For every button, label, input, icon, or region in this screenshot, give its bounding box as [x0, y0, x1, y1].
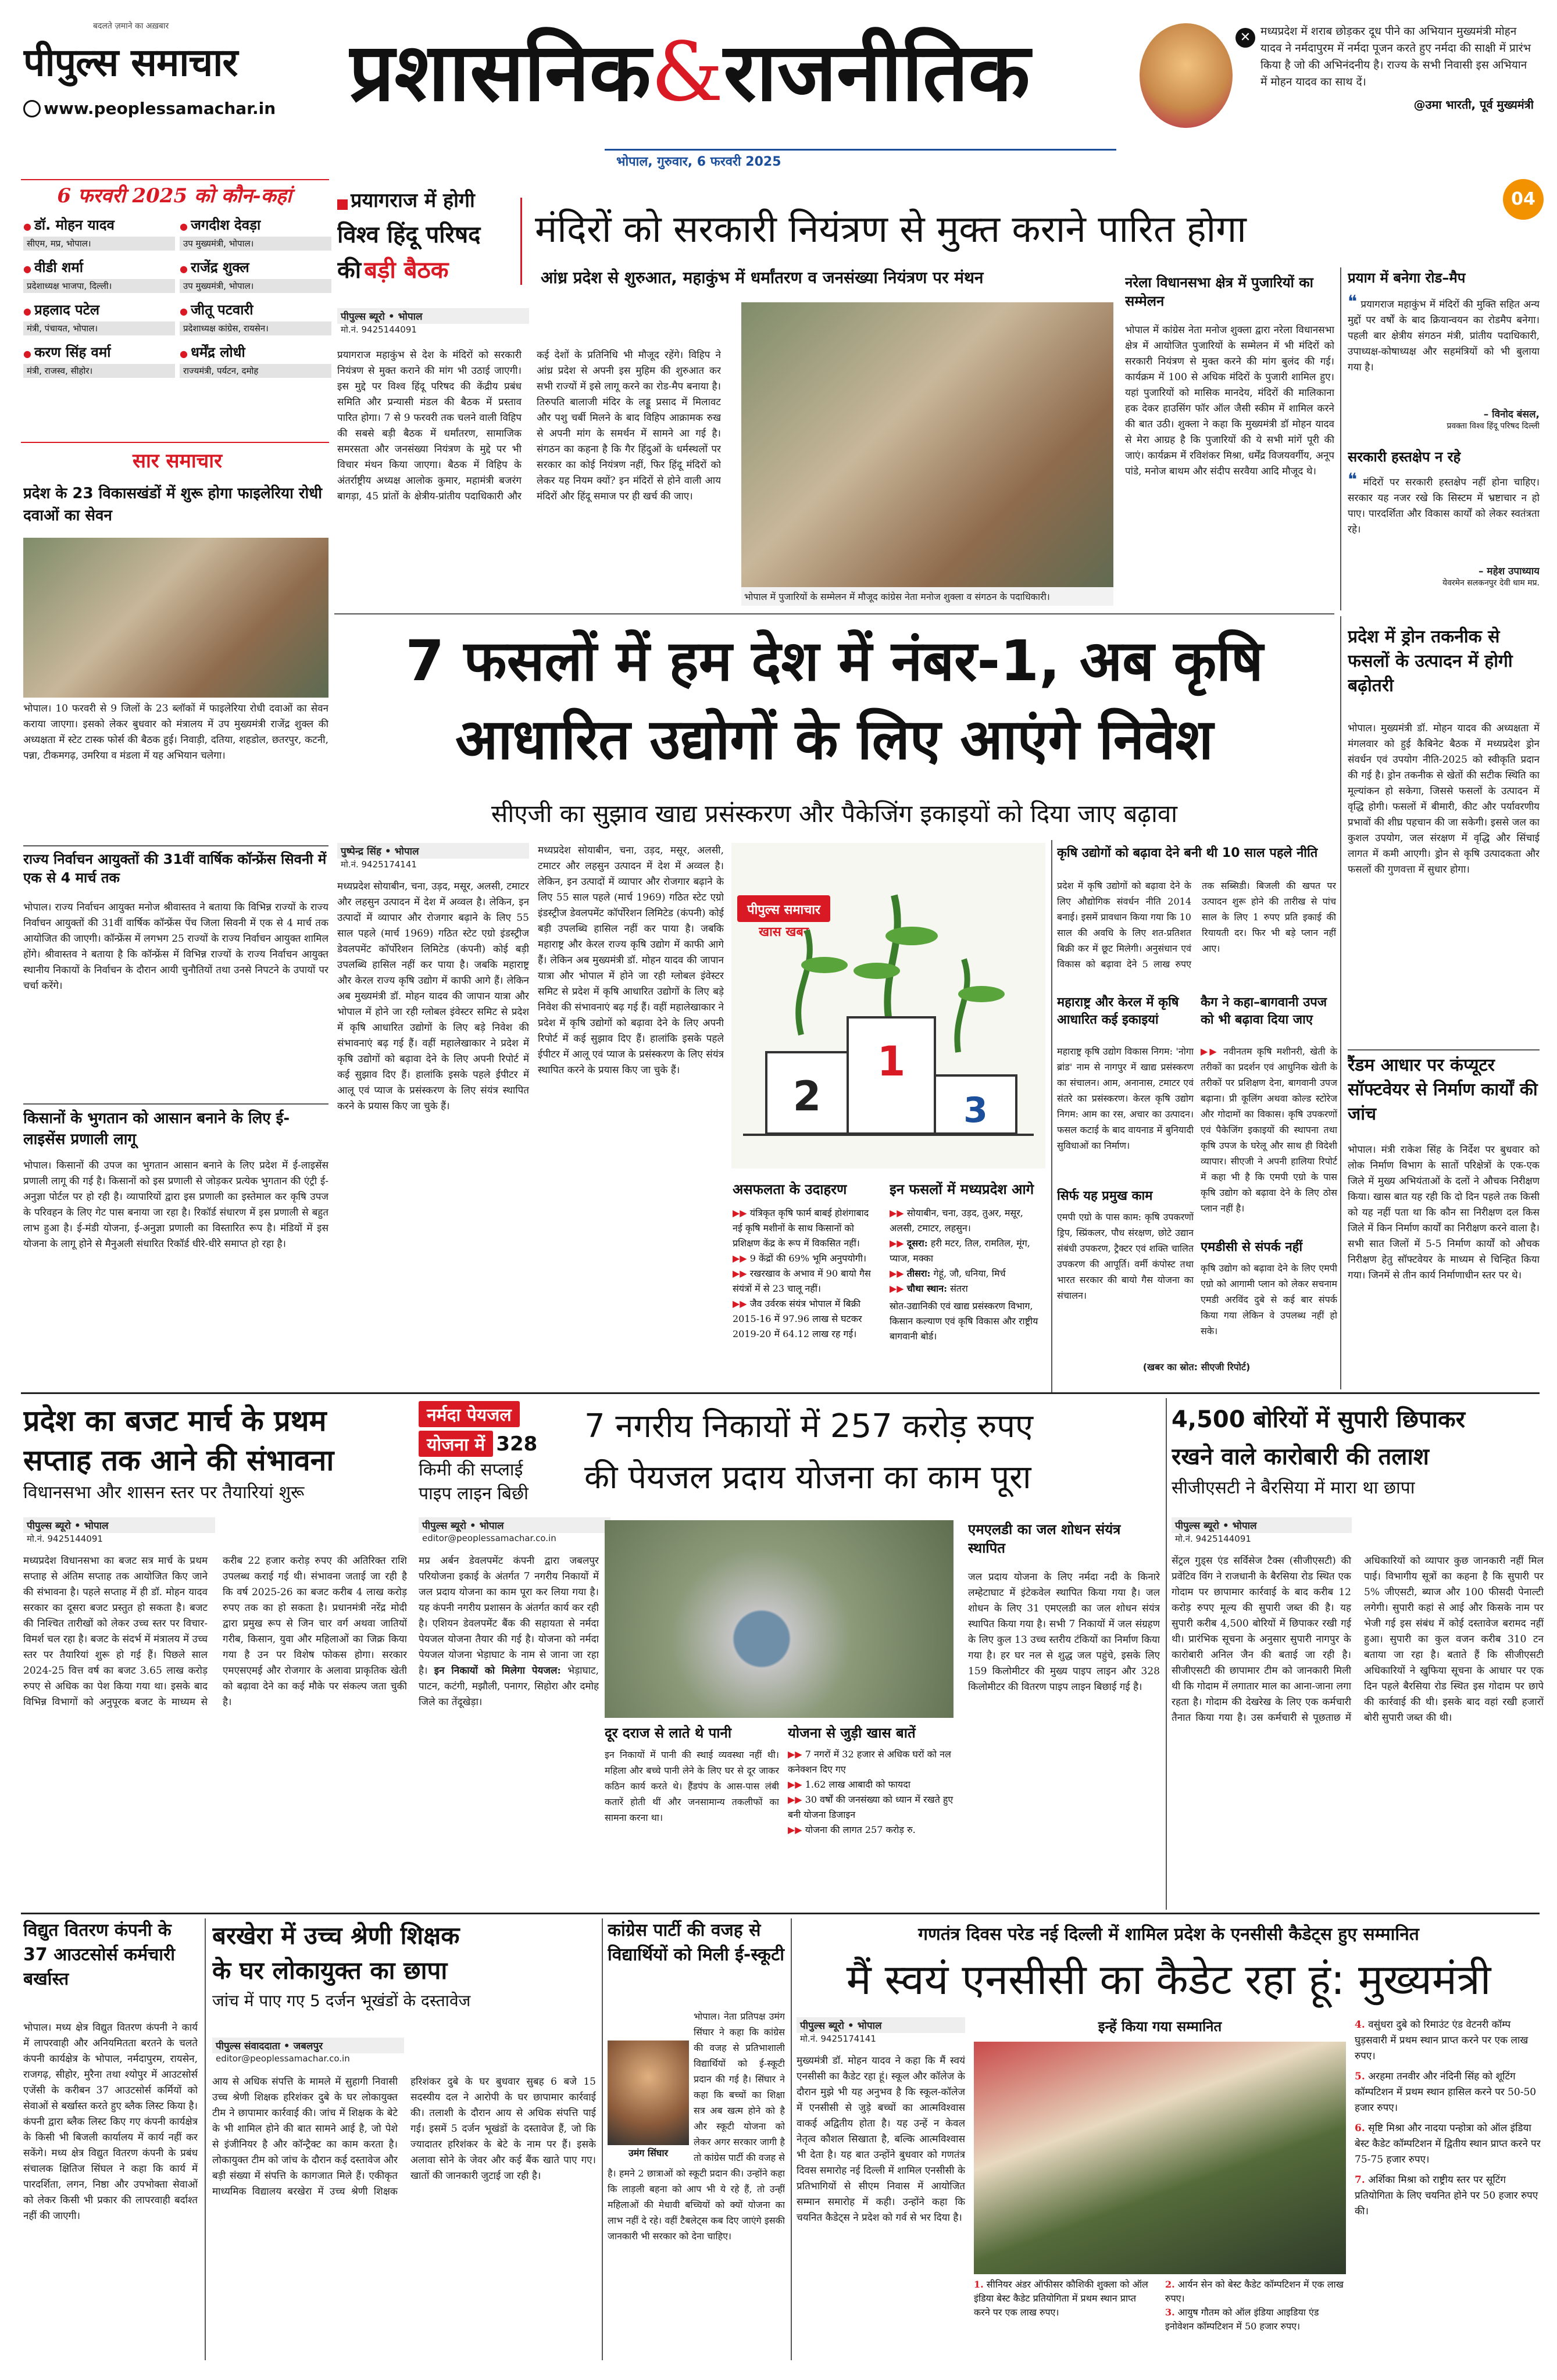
list-item: ▶▶ रखरखाव के अभाव में 90 बायो गैस संयंत्रों में से 23 चालू नहीं।: [733, 1268, 871, 1294]
list-item: ▶▶ 9 केंद्रों की 69% भूमि अनुपयोगी।: [733, 1253, 867, 1264]
photo-caption: भोपाल में पुजारियों के सम्मेलन में मौजूद कांग्रेस नेता मनोज शुक्ला व संगठन के पदाधिकारी।: [741, 587, 1113, 606]
ncc-body: मुख्यमंत्री डॉ. मोहन यादव ने कहा कि मैं स्वयं एनसीसी का कैडेट रहा हूं। स्कूल और कॉलेज के दौरान मुझे भी यह अनुभव है कि स्कूल-कॉलेज में एनसीसी से जुड़े बच्चों का आत्मविश्वास वाकई अद्वितीय होता है। यह उन्हें न केवल नेतृत्व कौशल सिखाता है, बल्कि आत्मविश्वास भी देता है। यह बात उन्होंने बुधवार को गणतंत्र दिवस समारोह नई दिल्ली में शामिल एनसीसी के प्रतिभागियों से सीएम निवास में आयोजित सम्मान समारोह में कही। उन्होंने कहा कि चयनित कैडेट्स ने प्रदेश को गर्व से भर दिया है।: [797, 2055, 965, 2224]
crops-list: ▶▶ सोयाबीन, चना, उड़द, तुअर, मसूर, अलसी, टमाटर, लहसुन। ▶▶ दूसरा: हरी मटर, तिल, रामतिल, मूंग, प्याज, मक्का ▶▶ तीसरा: गेहूं, जौ, धनिया, मिर्च ▶▶ चौथा स्थान: संतरा स्रोत-उद्यानिकी एवं खाद्य प्रसंस्करण विभाग, किसान कल्याण एवं कृषि विकास और राष्ट्रीय बागवानी बोर्ड।: [890, 1206, 1047, 1392]
congress-body: भोपाल। नेता प्रतिपक्ष उमंग सिंघार ने कहा कि कांग्रेस की वजह से प्रतिभाशाली विद्यार्थियों को ई-स्कूटी प्रदान की गई है। सिंघार ने कहा कि बच्चों का शिक्षा सत्र अब खत्म होने को है और स्कूटी योजना को लेकर अगर सरकार जागी है तो कांग्रेस पार्टी की वजह से है। हमने 2 छात्राओं को स्कूटी प्रदान की। उन्होंने कहा कि लाड़ली बहना को आप भी ये रहे हैं, तो उन्हीं महिलाओं की मेधावी बच्चियों को क्यों योजना का लाभ नहीं दे रहे। वहीं टैबलेट्स कब दिए जाएंगे इसकी जानकारी भी सरकार को देना चाहिए।: [608, 2011, 785, 2242]
barkhera-body: आय से अधिक संपत्ति के मामले में सुहागी निवासी उच्च श्रेणी शिक्षक हरिशंकर दुबे के घर लोकायुक्त टीम ने छापामार कार्रवाई की। जांच में शिक्षक के बेटे के भी शामिल होने की बात सामने आई है, जो पेशे से इंजीनियर है और कॉन्ट्रैक्ट का काम करता है। लोकायुक्त टीम को जांच के दौरान कई दस्तावेज और बड़ी संख्या में संपत्ति के कागजात मिले हैं। एकीकृत माध्यमिक विद्यालय बरखेरा में उच्च श्रेणी शिक्षक हरिशंकर दुबे के घर बुधवार सुबह 6 बजे 15 सदस्यीय दल ने आरोपी के घर छापामार कार्रवाई की। तलाशी के दौरान आय से अधिक संपत्ति पाई गई। इसमें 5 दर्जन भूखंडों के दस्तावेज हैं, जो कि ज्यादातर हरिशंकर के बेटे के नाम पर हैं। इसके अलावा सोने के जेवर और कई बैंक खाते पाए गए। खातों की जानकारी जुटाई जा रही है।: [212, 2076, 596, 2197]
roadmap-quote1: ❝ प्रयागराज महाकुंभ में मंदिरों की मुक्ति सहित अन्य मुद्दों पर वर्षों के बाद क्रियान्वयन का रोडमैप बनेगा। पहली बार क्षेत्रीय संगठन मंत्री, प्रांतीय पदाधिकारी, उपाध्यक्ष-कोषाध्यक्ष और सहमंत्रियों को भी बुलाया गया है।: [1348, 294, 1540, 373]
congress-head: कांग्रेस पार्टी की वजह से विद्यार्थियों को मिली ई-स्कूटी: [608, 1920, 784, 1965]
prayag-headline: प्रयागराज में होगी विश्व हिंदू परिषद की बड़ी बैठक: [337, 189, 481, 284]
list-item: ▶▶ 7 नगरों में 32 हजार से अधिक घरों को नल कनेक्शन दिए गए: [788, 1749, 951, 1775]
cartoon-brand: पीपुल्स समाचार: [747, 903, 820, 917]
yojana-head: योजना से जुड़ी खास बातें: [788, 1725, 916, 1741]
mk-head: महाराष्ट्र और केरल में कृषि आधारित कई इकाइयां: [1057, 995, 1179, 1027]
saar-s3-head: किसानों के भुगतान को आसान बनाने के लिए ई-लाइसेंस प्रणाली लागू: [23, 1110, 290, 1148]
barkhera-headline: बरखेरा में उच्च श्रेणी शिक्षक के घर लोकायुक्त का छापा जांच में पाए गए 5 दर्जन भूखंडों के दस्तावेज: [212, 1921, 471, 2010]
who-item: ● जीतू पटवारी प्रदेशाध्यक्ष कांग्रेस, रायसेन।: [180, 300, 331, 335]
list-item: 3. आयुष गौतम को ऑल इंडिया आइडिया एंड इनोवेशन कॉम्पटिशन में 50 हजार रुपए।: [1165, 2307, 1319, 2332]
budget-byline: पीपुल्स ब्यूरो • भोपाल मो.नं. 9425144091: [23, 1517, 215, 1550]
supari-body: सेंट्रल गुड्स एंड सर्विसेज टैक्स (सीजीएसटी) की प्रवेंटिव विंग ने राजधानी के बैरसिया रोड स्थित एक गोदाम पर छापामार कार्रवाई के बाद करीब 12 करोड़ रुपए मूल्य की सुपारी जब्त की है। यह सुपारी करीब 4,500 बोरियों में छिपाकर रखी गई थी। प्रारंभिक सूचना के अनुसार सुपारी नागपुर के कारोबारी अनिल जैन की बताई जा रही है। सीजीएसटी की छापामार टीम को जानकारी मिली थी कि गोदाम में लगातार माल का आना-जाना लगा रहता है। गोदाम की देखरेख के लिए एक कर्मचारी तैनात किया गया है। उस कर्मचारी से पूछताछ में अधिकारियों को व्यापार कुछ जानकारी नहीं मिल पाई। विभागीय सूत्रों का कहना है कि सुपारी पर 5% जीएसटी, ब्याज और 100 फीसदी पेनाल्टी लगेगी। सुपारी कहां से आई और किसके नाम पर भेजी गई इस संबंध में कोई दस्तावेज बरामद नहीं हुआ। सुपारी का कुल वजन करीब 310 टन बताया जा रहा है। बताते हैं कि सीजीएसटी अधिकारियों ने खुफिया सूचना के आधार पर एक दिन पहले बैरसिया रोड स्थित इस गोदाम पर छापे की कार्रवाई की थी। इसके बाद वहां रखी हजारों बोरी सुपारी जब्त की थी।: [1172, 1555, 1544, 1724]
ncc-list-title: इन्हें किया गया सम्मानित: [1098, 2018, 1222, 2035]
supari-headline: 4,500 बोरियों में सुपारी छिपाकर रखने वाले कारोबारी की तलाश सीजीएसटी ने बैरसिया में मारा था छापा: [1172, 1406, 1466, 1498]
filaria-meeting-photo: [23, 538, 328, 698]
list-item: ▶▶ 1.62 लाख आबादी को फायदा: [788, 1779, 910, 1790]
drone-head: प्रदेश में ड्रोन तकनीक से फसलों के उत्पादन में होगी बढ़ोतरी: [1348, 627, 1513, 696]
fail-list: [733, 1206, 881, 1392]
sirf-body: एमपी एग्रो के पास काम: कृषि उपकरणों ड्रिप, स्प्रिंकलर, पौध संरक्षण, छोटे उद्यान संबंधी उपकरण, ट्रैक्टर एवं शक्ति चालित उपकरण की आपूर्ति। वर्मी कंपोस्ट तथा भारत सरकार की बायो गैस योजना का संचालन।: [1057, 1212, 1194, 1301]
who-item: ● प्रहलाद पटेल मंत्री, पंचायत, भोपाल।: [23, 300, 175, 335]
roadmap-quote1-by: – विनोद बंसल, प्रवक्ता विश्व हिंदू परिषद दिल्ली: [1447, 409, 1540, 431]
dur-head: दूर दराज से लाते थे पानी: [605, 1725, 732, 1741]
section-masthead: प्रशासनिक&राजनीतिक: [349, 25, 1030, 120]
narmada-byline: पीपुल्स ब्यूरो • भोपाल editor@peoplessamachar.co.in: [419, 1517, 610, 1550]
water-plant-photo: [605, 1520, 954, 1718]
narmada-tag: नर्मदा पेयजल योजना में 328 किमी की सप्लाई पाइप लाइन बिछी: [419, 1401, 593, 1517]
yojana-list: [788, 1747, 962, 1910]
ncc-list-a: [974, 2278, 1346, 2359]
list-item: 2. आर्यन सेन को बेस्ट कैडेट कॉम्पटिशन में एक लाख रुपए।: [1165, 2279, 1344, 2304]
niti-body: प्रदेश में कृषि उद्योगों को बढ़ावा देने के लिए औद्योगिक संवर्धन नीति 2014 बनाई। इसमें प्रावधान किया गया कि 10 साल की अवधि के लिए शत-प्रतिशत बिक्री कर में छूट मिलेगी। अनुसंधान एवं विकास को बढ़ावा देने 5 लाख रुपए तक सब्सिडी। बिजली की खपत पर उत्पादन शुरू होने की तारीख से पांच साल के लिए 1 रुपए प्रति इकाई की रियायती दर। फिर भी बड़े प्लान नहीं आए।: [1057, 880, 1336, 970]
ncc-kicker: गणतंत्र दिवस परेड नई दिल्ली में शामिल प्रदेश के एनसीसी कैडेट्स हुए सम्मानित: [918, 1924, 1419, 1945]
cartoon-tag: खास खबर: [759, 925, 809, 939]
list-item: ▶▶ यंत्रिकृत कृषि फार्म बाबई होशंगाबाद नई कृषि मशीनों के साथ किसानों को प्रशिक्षण केंद्र के रूप में विकसित नहीं।: [733, 1207, 869, 1249]
krishi-byline: पुष्पेन्द्र सिंह • भोपाल मो.नं. 9425174141: [337, 843, 529, 875]
niti-head: कृषि उद्योगों को बढ़ावा देने बनी थी 10 साल पहले नीति: [1057, 844, 1336, 873]
list-item: 5. अरहमा तनवीर और नंदिनी सिंह को शूटिंग कॉम्पटिशन में प्रथम स्थान हासिल करने पर 50-50 हजार रुपए।: [1355, 2071, 1537, 2114]
saar-s2-head: राज्य निर्वाचन आयुक्तों की 31वीं वार्षिक कॉन्फ्रेंस सिवनी में एक से 4 मार्च तक: [23, 851, 327, 886]
ncc-list-b: [1355, 2017, 1541, 2360]
ncc-headline: मैं स्वयं एनसीसी का कैडेट रहा हूं: मुख्यमंत्री: [846, 1955, 1491, 2004]
vidyut-body: भोपाल। मध्य क्षेत्र विद्युत वितरण कंपनी ने कार्य में लापरवाही और अनियमितता बरतने के चलते कंपनी कार्यक्षेत्र के भोपाल, नर्मदापुरम, रायसेन, राजगढ़, सीहोर, मुरैना तथा श्योपुर में आउटसोर्स एजेंसी के करीबन 37 आउटसोर्स कर्मियों को सेवाओं से बर्खास्त करते हुए ब्लैक लिस्ट किया है। कंपनी द्वारा ब्लैक लिस्ट किए गए कंपनी कार्यक्षेत्र के किसी भी बिजली कार्यालय में कार्य नहीं कर सकेंगे। मध्य क्षेत्र विद्युत वितरण कंपनी के प्रबंध संचालक क्षितिज सिंघल ने कहा कि कार्य में पारदर्शिता, लगन, निष्ठा और उपभोक्ता सेवाओं को लेकर किसी भी प्रकार की लापरवाही बर्दाश्त नहीं की जाएगी।: [23, 2022, 198, 2222]
who-item: ● राजेंद्र शुक्ल उप मुख्यमंत्री, भोपाल।: [180, 258, 331, 293]
brand-logo[interactable]: पीपुल्स समाचार: [23, 40, 238, 85]
list-item: 1. सीनियर अंडर ऑफीसर कौशिकी शुक्ला को ऑल इंडिया बेस्ट कैडेट प्रतियोगिता में प्रथम स्थान प्राप्त करने पर एक लाख रुपए।: [974, 2279, 1148, 2318]
saar-title: सार समाचार: [133, 449, 222, 473]
site-url[interactable]: www.peoplessamachar.in: [23, 99, 349, 122]
random-body: भोपाल। मंत्री राकेश सिंह के निर्देश पर बुधवार को लोक निर्माण विभाग के सातों परिक्षेत्रों के एक-एक जिले में मुख्य अभियंताओं के दलों ने औचक निरीक्षण किया। खास बात यह रही कि दो दिन पहले तक किसी को यह नहीं पता था कि कौन सा निरीक्षण दल किस जिले में किन निर्माण कार्यों का निरीक्षण करने वाला है। सभी सात जिलों में 5-5 निर्माण कार्यों को औचक निरीक्षण हेतु सॉफ्टवेयर के माध्यम से चिन्हित किया गया। जिनमें से तीन कार्य निर्माणाधीन स्तर पर थे।: [1348, 1144, 1540, 1281]
krishi-cartoon: [731, 843, 1045, 1168]
mk-body: महाराष्ट्र कृषि उद्योग विकास निगम: 'नोगा ब्रांड' नाम से नागपुर में खाद्य प्रसंस्करण का संचालन। आम, अनानास, टमाटर एवं संतरे का प्रसंस्करण। केरल कृषि उद्योग निगम: आम का रस, अचार का उत्पादन। फसल कटाई के बाद वायनाड में बुनियादी सुविधाओं का निर्माण।: [1057, 1046, 1194, 1151]
page-number: 04: [1503, 179, 1544, 220]
roadmap-quote2: ❝ मंदिरों पर सरकारी हस्तक्षेप नहीं होना चाहिए। सरकार यह नजर रखे कि सिस्टम में भ्रष्टाचार न हो पाए। पारदर्शिता और विकास कार्यों को लेकर स्वतंत्रता रहे।: [1348, 472, 1540, 535]
saar-s2-body: भोपाल। राज्य निर्वाचन आयुक्त मनोज श्रीवास्तव ने बताया कि विभिन्न राज्यों के राज्य निर्वाचन आयुक्तों की 31वीं वार्षिक कॉन्फ्रेंस पेंच जिला सिवनी में एक से 4 मार्च तक आयोजित की जाएगी। कॉन्फ्रेंस में लगभग 25 राज्यों के राज्य निर्वाचन आयुक्त शामिल होंगे। श्रीवास्तव ने बताया है कि कॉन्फ्रेंस में विभिन्न राज्यों के राज्य निर्वाचन आयुक्त स्थानीय निकायों के निर्वाचन के दौरान आयी चुनौतियों तथा उनसे निपटने के उपायों पर चर्चा करेंगे।: [23, 902, 328, 992]
who-item: ● डॉ. मोहन यादव सीएम, मप्र, भोपाल।: [23, 215, 175, 251]
photo-caption: उमंग सिंघार: [628, 2147, 669, 2159]
list-item: ▶▶ चौथा स्थान: संतरा: [890, 1283, 968, 1294]
who-where-grid: [23, 215, 331, 419]
msme-head: एमडीसी से संपर्क नहीं: [1201, 1240, 1303, 1255]
supari-byline: पीपुल्स ब्यूरो • भोपाल मो.नं. 9425144091: [1172, 1517, 1352, 1550]
budget-headline: प्रदेश का बजट मार्च के प्रथम सप्ताह तक आने की संभावना विधानसभा और शासन स्तर पर तैयारियां शुरू: [23, 1404, 334, 1503]
list-item: 4. वसुंधरा दुबे को रिमाउंट एंड वेटनरी कॉम्प घुड़सवारी में प्रथम स्थान प्राप्त करने पर एक लाख रुपए।: [1355, 2019, 1529, 2062]
vidyut-head: विद्युत वितरण कंपनी के 37 आउटसोर्स कर्मचारी बर्खास्त: [23, 1920, 176, 1989]
who-where-title: 6 फरवरी 2025 को कौन-कहां: [57, 184, 292, 208]
list-item: 7. अर्शिका मिश्रा को राष्ट्रीय स्तर पर सूटिंग प्रतियोगिता के लिए चयनित होने पर 50 हजार रुपए की।: [1355, 2174, 1538, 2217]
roadmap-head: प्रयाग में बनेगा रोड–मैप: [1348, 270, 1466, 286]
cag-head: कैग ने कहा–बागवानी उपज को भी बढ़ावा दिया जाए: [1201, 995, 1327, 1027]
x-logo-icon: ✕: [1235, 28, 1255, 48]
mandir-headline: मंदिरों को सरकारी नियंत्रण से मुक्त कराने पारित होगा: [535, 208, 1247, 251]
list-item: ▶▶ दूसरा: हरी मटर, तिल, रामतिल, मूंग, प्याज, मक्का: [890, 1238, 1030, 1264]
ncc-byline: पीपुल्स ब्यूरो • भोपाल मो.नं. 9425174141: [797, 2017, 965, 2050]
mandir-subhead: आंध्र प्रदेश से शुरुआत, महाकुंभ में धर्मांतरण व जनसंख्या नियंत्रण पर मंथन: [541, 268, 984, 287]
globe-icon: [23, 100, 41, 117]
podium-1-label: 1: [877, 1038, 906, 1085]
pujari-sammelan-photo: [741, 302, 1113, 605]
list-item: ▶▶ 30 वर्षों की जनसंख्या को ध्यान में रखते हुए बनी योजना डिजाइन: [788, 1794, 954, 1820]
list-item: ▶▶ तीसरा: गेहूं, जौ, धनिया, मिर्च: [890, 1268, 1006, 1279]
saar-s3-body: भोपाल। किसानों की उपज का भुगतान आसान बनाने के लिए प्रदेश में ई-लाइसेंस प्रणाली लागू की गई है। किसानों को इस प्रणाली से जोड़कर प्रत्येक भुगतान की एंट्री ई-अनुज्ञा पोर्टल पर हो रही है। व्यापारियों द्वारा इस प्रणाली का इस्तेमाल कर कृषि उपज के परिवहन के लिए गेट पास बनाया जा रहा है। रिकॉर्ड संधारण में इस प्रणाली से बहुत लाभ हुआ है। ई-मंडी योजना, ई-अनुज्ञा प्रणाली का विस्तारित रूप है। मंडियों में इस योजना के लागू होने से मैनुअली संधारित रिकॉर्ड धीरे-धीरे समाप्त हो रहा है।: [23, 1160, 328, 1250]
random-head: रैंडम आधार पर कंप्यूटर सॉफ्टवेयर से निर्माण कार्यों की जांच: [1348, 1055, 1538, 1124]
dateline: भोपाल, गुरुवार, 6 फरवरी 2025: [616, 155, 781, 169]
roadmap-head2: सरकारी हस्तक्षेप न रहे: [1348, 449, 1461, 465]
stp-body: जल प्रदाय योजना के लिए नर्मदा नदी के किनारे लम्हेटाघाट में इंटेकवेल स्थापित किया गया है। जल शोधन के लिए 31 एमएलडी का जल शोधन संयंत्र स्थापित किया गया है। सभी 7 निकायों में जल संग्रहण के लिए कुल 13 उच्च स्तरीय टंकियों का निर्माण किया गया है। हर घर नल से शुद्ध जल पहुंचे, इसके लिए 159 किलोमीटर की मुख्य पाइप लाइन और 328 किलोमीटर की वितरण पाइप लाइन बिछाई गई है।: [968, 1571, 1160, 1693]
prayag-byline: पीपुल्स ब्यूरो • भोपाल मो.नं. 9425144091: [337, 308, 529, 341]
who-item: ● जगदीश देवड़ा उप मुख्यमंत्री, भोपाल।: [180, 215, 331, 251]
narela-body: भोपाल में कांग्रेस नेता मनोज शुक्ला द्वारा नरेला विधानसभा क्षेत्र में आयोजित पुजारियों के सम्मेलन में भी मंदिरों को सरकारी नियंत्रण से मुक्त करने की मांग बुलंद की गई। कार्यक्रम में 100 से अधिक मंदिरों के पुजारी शामिल हुए। यहां पुजारियों को मासिक मानदेय, मंदिरों की मालिकाना हक देकर हाउसिंग फॉर ऑल जैसी स्कीम में शामिल करने की बात उठी। शुक्ला ने कहा कि मुख्यमंत्री डॉ मोहन यादव से मेरा आग्रह है कि पुजारियों की ये सभी मांगें पूरी की जाएं। कार्यक्रम में रविशंकर मिश्रा, धर्मेंद्र विजयवर्गीय, अनूप पांडे, मनोज बाथम और संदीप सरवैया आदि मौजूद थे।: [1125, 324, 1334, 477]
barkhera-byline: पीपुल्स संवाददाता • जबलपुर editor@peoplessamachar.co.in: [212, 2038, 404, 2070]
list-item: ▶▶ योजना की लागत 257 करोड़ रु.: [788, 1824, 916, 1835]
uma-bharti-photo: [1140, 23, 1233, 128]
list-item: ▶▶ जैव उर्वरक संयंत्र भोपाल में बिक्री 2015-16 में 97.96 लाख से घटकर 2019-20 में 64.12 लाख रह गई।: [733, 1298, 862, 1339]
krishi-headline: 7 फसलों में हम देश में नंबर-1, अब कृषि आधारित उद्योगों के लिए आएंगे निवेश: [405, 628, 1263, 772]
tagline: बदलते ज़माने का अख़बार: [93, 22, 169, 31]
drone-body: भोपाल। मुख्यमंत्री डॉ. मोहन यादव की अध्यक्षता में मंगलवार को हुई कैबिनेट बैठक में मध्यप्रदेश ड्रोन संवर्धन एवं उपयोग नीति-2025 को स्वीकृति प्रदान की गई है। ड्रोन तकनीक से खेतों की सटीक स्थिति का मूल्यांकन हो सकेगा, जिससे फसलों के उत्पादन में वृद्धि होगी। फसलों में बीमारी, कीट और पर्यावरणीय प्रभावों की शीघ्र पहचान की जा सकेगी। इससे जल का कुशल उपयोग, जल संरक्षण में वृद्धि और सिंचाई लागत में कमी आएगी। ड्रोन से कृषि उत्पादकता और फसलों की गुणवत्ता में सुधार होगा।: [1348, 723, 1540, 875]
list-item: 6. सृष्टि मिश्रा और नादया पन्होत्रा को ऑल इंडिया बेस्ट कैडेट कॉम्पटिशन में द्वितीय स्थान प्राप्त करने पर 75-75 हजार रुपए।: [1355, 2122, 1541, 2165]
krishi-body-col1: मध्यप्रदेश सोयाबीन, चना, उड़द, मसूर, अलसी, टमाटर और लहसुन उत्पादन में देश में अव्वल है। लेकिन, इन उत्पादों में व्यापार और रोजगार बढ़ाने के लिए 55 साल पहले (मार्च 1969) गठित स्टेट एग्रो इंडस्ट्रीज डेवलपमेंट कॉर्पोरेशन लिमिटेड (कंपनी) कोई बड़ी उपलब्धि हासिल नहीं कर पाया है। जबकि महाराष्ट्र और केरल राज्य कृषि उद्योग में काफी आगे हैं। लेकिन अब मुख्यमंत्री डॉ. मोहन यादव की जापान यात्रा और भोपाल में होने जा रही ग्लोबल इंवेस्टर समिट से प्रदेश में कृषि आधारित उद्योगों के लिए बड़े निवेश की संभावनाएं बढ़ गई हैं। वहीं महालेखाकार ने प्रदेश में कृषि उद्योगों को बढ़ावा देने के लिए अपनी रिपोर्ट में कई सुझाव दिए हैं। हालांकि इसके पहले ईपीटर में आलू एवं प्याज के प्रसंस्करण के लिए संयंत्र स्थापित करने के प्रयास किए जा चुके हैं।: [337, 881, 529, 1112]
who-item: ● वीडी शर्मा प्रदेशाध्यक्ष भाजपा, दिल्ली।: [23, 258, 175, 293]
narmada-body: मप्र अर्बन डेवलपमेंट कंपनी द्वारा जबलपुर परियोजना इकाई के अंतर्गत 7 नगरीय निकायों में जल प्रदाय योजना का काम पूरा कर लिया गया है। यह कंपनी नगरीय प्रशासन के अंतर्गत कार्य कर रही है। एशियन डेवलपमेंट बैंक की सहायता से नर्मदा पेयजल योजना तैयार की गई है। योजना को नर्मदा पेयजल योजना भेड़ाघाट के नाम से जाना जा रहा है। इन निकायों को मिलेगा पेयजल: भेड़ाघाट, पाटन, कटंगी, मझौली, पनागर, सिहोरा और दमोह जिले का तेंदूखेड़ा।: [419, 1555, 599, 1708]
narmada-headline: 7 नगरीय निकायों में 257 करोड़ रुपए की पेयजल प्रदाय योजना का काम पूरा: [584, 1407, 1034, 1496]
saar-s1-head: प्रदेश के 23 विकासखंडों में शुरू होगा फाइलेरिया रोधी दवाओं का सेवन: [23, 485, 323, 524]
saar-s1-body: भोपाल। 10 फरवरी से 9 जिलों के 23 ब्लॉकों में फाइलेरिया रोधी दवाओं का सेवन कराया जाएगा। इसको लेकर बुधवार को मंत्रालय में उप मुख्यमंत्री राजेंद्र शुक्ल की अध्यक्षता में स्टेट टास्क फोर्स की बैठक हुई। निवाड़ी, दतिया, शहडोल, छतरपुर, कटनी, पन्ना, टीकमगढ़, उमरिया व मंडला में यह अभियान चलेगा।: [23, 703, 328, 762]
who-item: ● करण सिंह वर्मा मंत्री, राजस्व, सीहोर।: [23, 342, 175, 378]
msme-body: कृषि उद्योग को बढ़ावा देने के लिए एमपी एग्रो को आगामी प्लान को लेकर सचनाम एमडी अरविंद दुबे से कई बार संपर्क किया गया लेकिन वे उपलब्ध नहीं हो सके।: [1201, 1263, 1337, 1336]
ncc-felicitation-photo: [974, 2042, 1346, 2274]
fail-head: असफलता के उदाहरण: [733, 1181, 847, 1198]
krishi-subhead: सीएजी का सुझाव खाद्य प्रसंस्करण और पैकेजिंग इकाइयों को दिया जाए बढ़ावा: [491, 799, 1178, 828]
podium-2-label: 2: [792, 1073, 822, 1120]
tweet-quote: मध्यप्रदेश में शराब छोड़कर दूध पीने का अभियान मुख्यमंत्री मोहन यादव ने नर्मदापुरम में नर्मदा पूजन करते हुए नर्मदा की साक्षी में प्रारंभ किया है जो की अभिनंदनीय है। राज्य के सभी निवासी इस अभियान में मोहन यादव का साथ दें। @उमा भारती, पूर्व मुख्यमंत्री: [1260, 25, 1534, 112]
cag-body: ▶▶ नवीनतम कृषि मशीनरी, खेती के तरीकों का प्रदर्शन एवं आधुनिक खेती के तरीकों पर प्रशिक्षण देना, बागवानी उपज बढ़ाना। प्री कूलिंग अथवा कोल्ड स्टोरेज और गोदामों का विकास। कृषि उपकरणों एवं पैकेजिंग इकाइयों की स्थापना तथा कृषि उपज के घरेलू और साथ ही विदेशी व्यापार। सीएजी ने अपनी हालिया रिपोर्ट में कहा भी है कि एमपी एग्रो के पास कृषि उद्योग को बढ़ावा देने के लिए ठोस प्लान नहीं है।: [1201, 1046, 1337, 1214]
sirf-head: सिर्फ यह प्रमुख काम: [1057, 1189, 1153, 1203]
budget-body: मध्यप्रदेश विधानसभा का बजट सत्र मार्च के प्रथम सप्ताह से अंतिम सप्ताह तक आयोजित किए जाने की संभावना है। पहले सप्ताह में ही डॉ. मोहन यादव सरकार का दूसरा बजट प्रस्तुत हो सकता है। बजट की निश्चित तारीखों को लेकर उच्च स्तर पर विचार-विमर्श चल रहा है। बजट के संदर्भ में मंत्रालय में उच्च स्तर पर तैयारियां शुरू हो गई हैं। पिछले साल 2024-25 वित्त वर्ष का बजट 3.65 लाख करोड़ रुपए से अधिक का पेश किया गया था। इसके बाद विभिन्न विभागों को अनुपूरक बजट के माध्यम से करीब 22 हजार करोड़ रुपए की अतिरिक्त राशि उपलब्ध कराई गई थी। संभावना जताई जा रही है कि वर्ष 2025-26 का बजट करीब 4 लाख करोड़ रुपए तक का हो सकता है। प्रधानमंत्री नरेंद्र मोदी द्वारा प्रमुख रूप से जिन चार वर्ग अथवा जातियों गरीब, किसान, युवा और महिलाओं का जिक्र किया गया है उन पर विशेष फोकस होगा। सरकार एमएसएमई और रोजगार के अलावा प्राकृतिक खेती को बढ़ावा देने का कई मौके पर संकल्प जता चुकी है।: [23, 1555, 407, 1708]
prayag-body: प्रयागराज महाकुंभ से देश के मंदिरों को सरकारी नियंत्रण से मुक्त कराने की मांग भी उठाई जाएगी। इस मुद्दे पर विश्व हिंदू परिषद की केंद्रीय प्रबंध समिति और प्रन्यासी मंडल की बैठक में प्रस्ताव पारित होगा। 7 से 9 फरवरी तक चलने वाली विहिप की सबसे बड़ी बैठक में धर्मांतरण, सामाजिक समरसता और जनसंख्या नियंत्रण के मुद्दे पर भी विचार मंथन किया जाएगा। बैठक में विहिप के अंतर्राष्ट्रीय अध्यक्ष आलोक कुमार, महामंत्री बजरंग बागड़ा, 45 प्रांतों के क्षेत्रीय-प्रांतीय पदाधिकारी और कई देशों के प्रतिनिधि भी मौजूद रहेंगे। विहिप ने आंध्र प्रदेश से अपनी इस मुहिम की शुरुआत कर सभी राज्यों में इसे लागू करने का रोड-मैप बनाया है। तिरुपति बालाजी मंदिर के लड्डू प्रसाद में मिलावट और पशु चर्बी मिलने के बाद विहिप आक्रामक रुख से अपनी मांग के समर्थन में सामने आ गई है। संगठन का कहना है कि गैर हिंदुओं के धर्मस्थलों पर सरकार का कोई नियंत्रण नहीं, फिर हिंदू मंदिरों को लेकर यह नियम क्यों? इन मंदिरों से होने वाली आय मंदिरों और हिंदू समाज पर ही खर्च की जाए।: [337, 349, 721, 502]
khabar-source: (खबर का स्रोत: सीएजी रिपोर्ट): [1142, 1361, 1251, 1373]
podium-3-label: 3: [963, 1090, 988, 1131]
narela-head: नरेला विधानसभा क्षेत्र में पुजारियों का सम्मेलन: [1125, 274, 1313, 309]
list-item: ▶▶ सोयाबीन, चना, उड़द, तुअर, मसूर, अलसी, टमाटर, लहसुन।: [890, 1207, 1023, 1234]
stp-head: एमएलडी का जल शोधन संयंत्र स्थापित: [968, 1521, 1121, 1556]
crops-head: इन फसलों में मध्यप्रदेश आगे: [890, 1181, 1034, 1198]
who-item: ● धर्मेंद्र लोधी राज्यमंत्री, पर्यटन, दमोह: [180, 342, 331, 378]
roadmap-quote2-by: – महेश उपाध्याय येवरमेन सलकनपुर देवी धाम मप्र.: [1442, 566, 1540, 588]
dur-body: इन निकायों में पानी की स्थाई व्यवस्था नहीं थी। महिला और बच्चे पानी लेने के लिए घर से दूर जाकर कठिन कार्य करते थे। हैंडपंप के आस-पास लंबी कतारें होती थीं और जनसामान्य तकलीफों का सामना करना था।: [605, 1749, 779, 1823]
krishi-body-col2: मध्यप्रदेश सोयाबीन, चना, उड़द, मसूर, अलसी, टमाटर और लहसुन उत्पादन में देश में अव्वल है। लेकिन, इन उत्पादों में व्यापार और रोजगार बढ़ाने के लिए 55 साल पहले (मार्च 1969) गठित स्टेट एग्रो इंडस्ट्रीज डेवलपमेंट कॉर्पोरेशन लिमिटेड (कंपनी) कोई बड़ी उपलब्धि हासिल नहीं कर पाया है। जबकि महाराष्ट्र और केरल राज्य कृषि उद्योग में काफी आगे हैं। लेकिन अब मुख्यमंत्री डॉ. मोहन यादव की जापान यात्रा और भोपाल में होने जा रही ग्लोबल इंवेस्टर समिट से प्रदेश में कृषि आधारित उद्योगों के लिए बड़े निवेश की संभावनाएं बढ़ गई हैं। वहीं महालेखाकार ने प्रदेश में कृषि उद्योगों को बढ़ावा देने के लिए अपनी रिपोर्ट में कई सुझाव दिए हैं। हालांकि इसके पहले ईपीटर में आलू एवं प्याज के प्रसंस्करण के लिए संयंत्र स्थापित करने के प्रयास किए जा चुके हैं।: [538, 845, 724, 1076]
